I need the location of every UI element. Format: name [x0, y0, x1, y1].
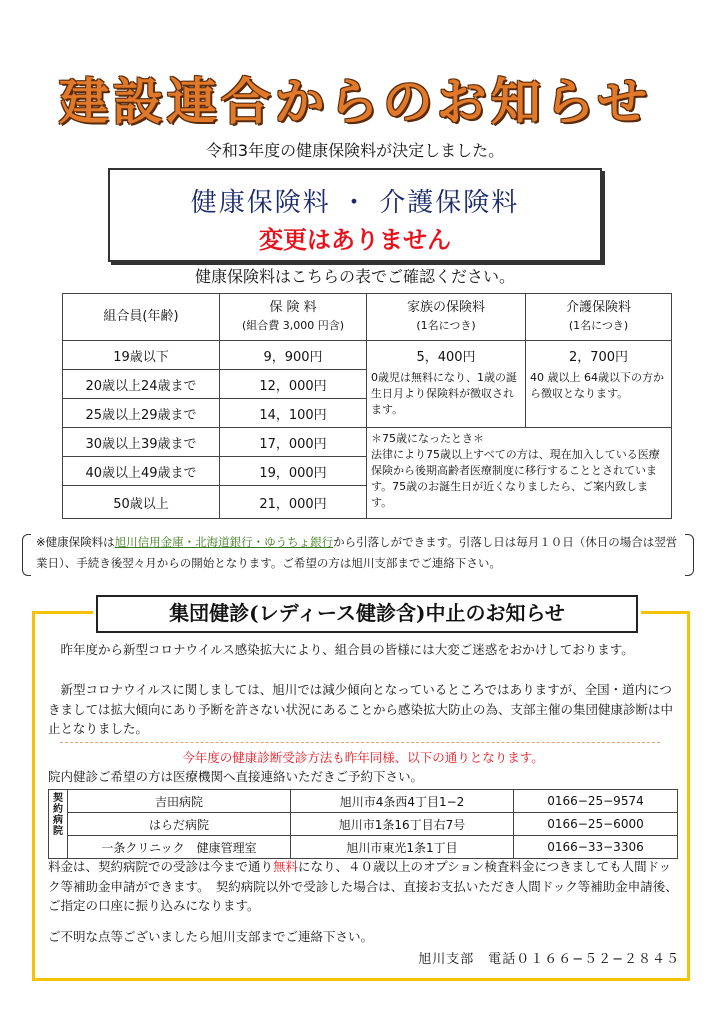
- fee-paragraph: [48, 857, 678, 916]
- table-row: [63, 341, 672, 370]
- notice-box-line1: 健康保険料 ・ 介護保険料: [190, 188, 520, 218]
- rates-header-row: [63, 294, 672, 341]
- header-fee-sub: (組合費 3,000 円含): [241, 319, 345, 332]
- fee-para-1: 料金は、契約病院での受診は今まで通り: [48, 859, 274, 874]
- table-row: [63, 370, 672, 399]
- subtitle: 令和3年度の健康保険料が決定しました。: [205, 141, 505, 160]
- age-cell: 30歳以上39歳まで: [63, 428, 220, 457]
- table-row: [63, 428, 672, 457]
- header-fee-label: 保 険 料: [269, 300, 317, 315]
- table-caption: 健康保険料はこちらの表でご確認ください。: [194, 267, 515, 286]
- fee-cell: 14，100円: [220, 399, 367, 428]
- family-fee-cell: 5，400円: [367, 341, 526, 370]
- page-title: 建設連合からのお知らせ: [58, 72, 652, 131]
- hospital-phone: 0166−33−3306: [514, 836, 678, 859]
- header-family-sub: (1名につき): [416, 319, 476, 332]
- hospital-address: 旭川市1条16丁目右7号: [291, 813, 514, 836]
- checkup-para2: 新型コロナウイルスに関しましては、旭川では減少傾向となっているところではありますが、全国・道内につきましては拡大傾向にあり予断を許さない状況にあることから感染拡大防止の為、支部主催の集団健康診断は中止となりました。: [48, 682, 674, 736]
- table-row: [49, 790, 678, 813]
- fee-cell: 9，900円: [220, 341, 367, 370]
- hospital-phone: 0166−25−6000: [514, 813, 678, 836]
- fee-para-free: 無料: [273, 859, 299, 874]
- signature: 旭川支部 電話０１６６−５２−２８４５: [418, 952, 680, 967]
- fee-cell: 12，000円: [220, 370, 367, 399]
- family-note: 0歳児は無料になり、1歳の誕生日月より保険料が徴収されます。: [367, 370, 526, 428]
- checkup-contact-line: 院内健診ご希望の方は医療機関へ直接連絡いただきご予約下さい。: [48, 769, 424, 784]
- fee-cell: 17，000円: [220, 428, 367, 457]
- fee-para-2: になり、４０歳以上のオプション検査料金につきましても人間ドック等補助金申請ができます。 契約病院以外で受診した場合は、直接お支払いただき人間ドック等補助金申請後、ご指定の口座に振り込みになります。: [48, 859, 678, 913]
- age-cell: 19歳以下: [63, 341, 220, 370]
- hospital-address: 旭川市4条西4丁目1−2: [291, 790, 514, 813]
- table-row: [49, 836, 678, 859]
- debit-note: [22, 532, 694, 578]
- hospital-phone: 0166−25−9574: [514, 790, 678, 813]
- header-care-label: 介護保険料: [565, 300, 631, 315]
- age75-title: ＊75歳になったとき＊: [371, 432, 484, 445]
- care-fee-cell: 2，700円: [526, 341, 672, 370]
- inquiry-line: ご不明な点等ございましたら旭川支部までご連絡下さい。: [48, 929, 374, 944]
- age75-note: 法律により75歳以上すべての方は、現在加入している医療保険から後期高齢者医療制度に移行することとされています。75歳のお誕生日が近くなりましたら、ご案内致します。: [371, 448, 660, 509]
- header-care: [526, 294, 672, 341]
- header-family: [367, 294, 526, 341]
- debit-note-suffix: から引落しができます。引落し日は毎月１０日（休日の場合は翌営業日）、手続き後翌々月からの開始となります。ご希望の方は旭川支部までご連絡下さい。: [36, 535, 678, 570]
- header-care-sub: (1名につき): [568, 319, 629, 332]
- header-fee: [220, 294, 367, 341]
- divider: [60, 742, 660, 743]
- checkup-para1: 昨年度から新型コロナウイルス感染拡大により、組合員の皆様には大変ご迷惑をおかけしております。: [60, 642, 634, 657]
- age-cell: 50歳以上: [63, 486, 220, 519]
- hospital-name: 一条クリニック 健康管理室: [68, 836, 291, 859]
- header-family-label: 家族の保険料: [406, 300, 485, 315]
- fee-cell: 21，000円: [220, 486, 367, 519]
- debit-note-banks: 旭川信用金庫・北海道銀行・ゆうちょ銀行: [114, 535, 334, 549]
- rates-table: [62, 293, 672, 519]
- hospital-label: 契約病院: [49, 790, 68, 859]
- age-cell: 40歳以上49歳まで: [63, 457, 220, 486]
- debit-note-prefix: ※健康保険料は: [36, 535, 115, 549]
- age-cell: 20歳以上24歳まで: [63, 370, 220, 399]
- age75-cell: [367, 428, 672, 519]
- header-age: 組合員(年齢): [63, 294, 220, 341]
- checkup-title: 集団健診(レディース健診含)中止のお知らせ: [96, 595, 638, 633]
- notice-box-line2: 変更はありません: [259, 225, 451, 254]
- hospital-address: 旭川市東光1条1丁目: [291, 836, 514, 859]
- table-row: [49, 813, 678, 836]
- checkup-red-line: 今年度の健康診断受診方法も昨年同様、以下の通りとなります。: [182, 750, 544, 765]
- hospital-name: 吉田病院: [68, 790, 291, 813]
- notice-box: [108, 168, 602, 262]
- care-note: 40 歳以上 64歳以下の方から徴収となります。: [526, 370, 672, 428]
- fee-cell: 19，000円: [220, 457, 367, 486]
- hospital-name: はらだ病院: [68, 813, 291, 836]
- age-cell: 25歳以上29歳まで: [63, 399, 220, 428]
- hospital-table: [48, 789, 678, 859]
